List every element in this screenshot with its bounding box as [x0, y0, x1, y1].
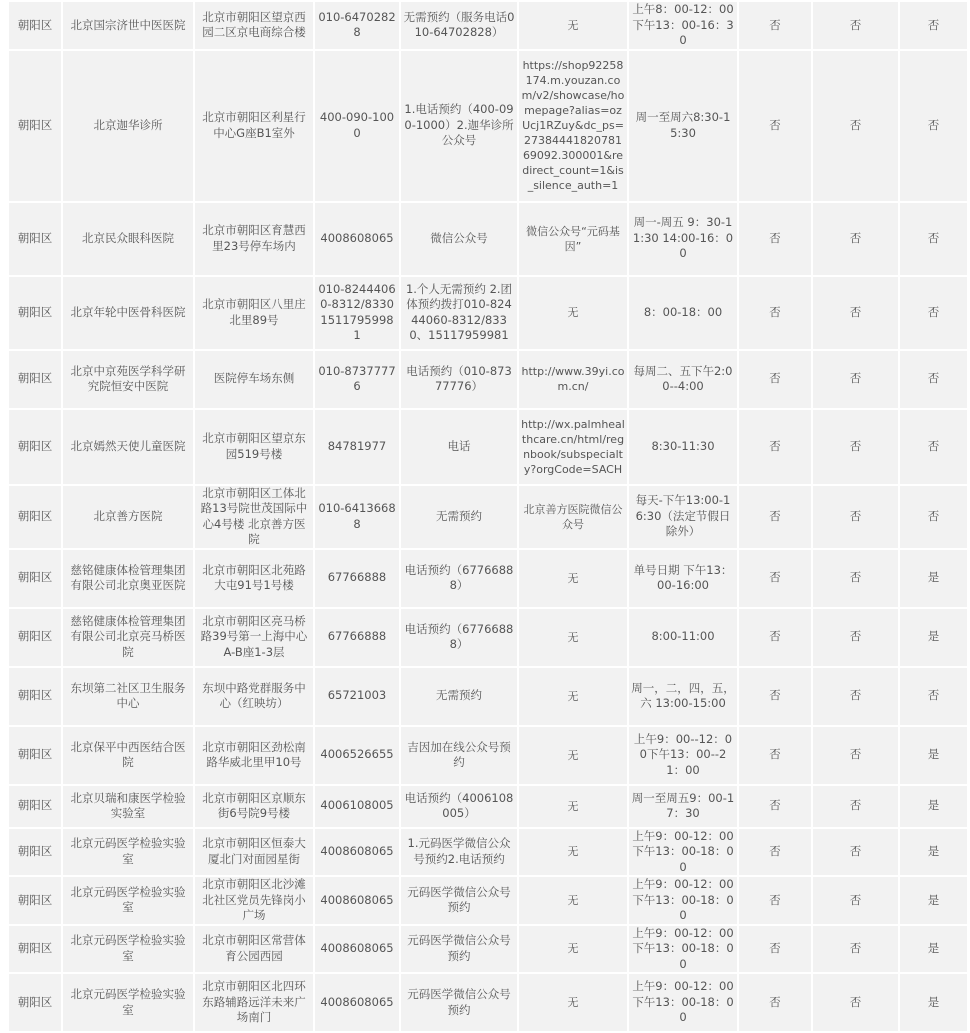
phone-cell: 4006108005 [315, 786, 399, 827]
flag-cell-1: 否 [739, 51, 811, 201]
address-cell: 东坝中路党群服务中心（红映坊） [195, 668, 313, 725]
service-hours-cell: 上午9：00--12：00下午13：00--21：00 [629, 727, 737, 784]
table-row [9, 351, 967, 408]
flag-cell-2: 否 [813, 2, 898, 49]
online-booking-cell: 无 [519, 277, 627, 349]
table-row [9, 51, 967, 201]
address-cell: 北京市朝阳区工体北路13号院世茂国际中心4号楼 北京善方医院 [195, 486, 313, 548]
service-hours-cell: 每周二、五下午2:00--4:00 [629, 351, 737, 408]
online-booking-cell: 无 [519, 877, 627, 924]
service-hours-cell: 8:00-11:00 [629, 609, 737, 666]
phone-cell: 4008608065 [315, 877, 399, 924]
flag-cell-1: 否 [739, 277, 811, 349]
address-cell: 医院停车场东侧 [195, 351, 313, 408]
flag-cell-1: 否 [739, 351, 811, 408]
booking-method-cell: 电话预约（010-87377776） [401, 351, 517, 408]
site-name-cell: 北京迦华诊所 [63, 51, 193, 201]
site-name-cell: 慈铭健康体检管理集团有限公司北京奥亚医院 [63, 550, 193, 607]
flag-cell-1: 否 [739, 203, 811, 275]
flag-cell-3: 是 [900, 926, 967, 973]
flag-cell-2: 否 [813, 786, 898, 827]
flag-cell-2: 否 [813, 486, 898, 548]
flag-cell-1: 否 [739, 410, 811, 484]
phone-cell: 4008608065 [315, 203, 399, 275]
site-name-cell: 北京年轮中医骨科医院 [63, 277, 193, 349]
flag-cell-3: 否 [900, 277, 967, 349]
flag-cell-2: 否 [813, 410, 898, 484]
flag-cell-1: 否 [739, 2, 811, 49]
flag-cell-2: 否 [813, 727, 898, 784]
phone-cell: 67766888 [315, 609, 399, 666]
flag-cell-3: 否 [900, 410, 967, 484]
service-hours-cell: 上午9：00-12：00下午13：00-18：00 [629, 829, 737, 876]
online-booking-cell: 无 [519, 550, 627, 607]
address-cell: 北京市朝阳区北苑路大屯91号1号楼 [195, 550, 313, 607]
table-row [9, 727, 967, 784]
testing-sites-table [7, 0, 969, 1033]
flag-cell-3: 否 [900, 351, 967, 408]
address-cell: 北京市朝阳区京顺东街6号院9号楼 [195, 786, 313, 827]
flag-cell-3: 是 [900, 829, 967, 876]
phone-cell: 4008608065 [315, 829, 399, 876]
online-booking-cell: 无 [519, 609, 627, 666]
service-hours-cell: 单号日期 下午13：00-16:00 [629, 550, 737, 607]
table-row [9, 829, 967, 876]
phone-cell: 010-82444060-8312/8330 15117959981 [315, 277, 399, 349]
phone-cell: 010-87377776 [315, 351, 399, 408]
flag-cell-3: 是 [900, 974, 967, 1031]
online-booking-cell: 无 [519, 668, 627, 725]
booking-method-cell: 电话 [401, 410, 517, 484]
flag-cell-2: 否 [813, 51, 898, 201]
address-cell: 北京市朝阳区劲松南路华威北里甲10号 [195, 727, 313, 784]
service-hours-cell: 8:30-11:30 [629, 410, 737, 484]
online-booking-cell: 无 [519, 829, 627, 876]
district-cell: 朝阳区 [9, 410, 61, 484]
online-booking-cell: http://wx.palmhealthcare.cn/html/regnbook/subspecialty?orgCode=SACH [519, 410, 627, 484]
flag-cell-3: 是 [900, 877, 967, 924]
address-cell: 北京市朝阳区恒泰大厦北门对面园星街 [195, 829, 313, 876]
site-name-cell: 北京民众眼科医院 [63, 203, 193, 275]
service-hours-cell: 周一至周六8:30-15:30 [629, 51, 737, 201]
service-hours-cell: 上午9：00-12：00下午13：00-18：00 [629, 974, 737, 1031]
table-row [9, 203, 967, 275]
address-cell: 北京市朝阳区北四环东路辅路远洋未来广场南门 [195, 974, 313, 1031]
site-name-cell: 北京元码医学检验实验室 [63, 877, 193, 924]
phone-cell: 010-64702828 [315, 2, 399, 49]
district-cell: 朝阳区 [9, 609, 61, 666]
online-booking-cell: 微信公众号“元码基因” [519, 203, 627, 275]
flag-cell-1: 否 [739, 829, 811, 876]
service-hours-cell: 周一-周五 9：30-11:30 14:00-16：00 [629, 203, 737, 275]
table-row [9, 486, 967, 548]
table-row [9, 550, 967, 607]
booking-method-cell: 无需预约（服务电话010-64702828） [401, 2, 517, 49]
flag-cell-2: 否 [813, 877, 898, 924]
booking-method-cell: 微信公众号 [401, 203, 517, 275]
district-cell: 朝阳区 [9, 351, 61, 408]
address-cell: 北京市朝阳区利星行中心G座B1室外 [195, 51, 313, 201]
site-name-cell: 北京元码医学检验实验室 [63, 974, 193, 1031]
flag-cell-3: 否 [900, 486, 967, 548]
district-cell: 朝阳区 [9, 727, 61, 784]
online-booking-cell: 北京善方医院微信公众号 [519, 486, 627, 548]
site-name-cell: 北京嫣然天使儿童医院 [63, 410, 193, 484]
site-name-cell: 慈铭健康体检管理集团有限公司北京亮马桥医院 [63, 609, 193, 666]
table-row [9, 926, 967, 973]
service-hours-cell: 上午9：00-12：00下午13：00-18：00 [629, 877, 737, 924]
online-booking-cell: 无 [519, 727, 627, 784]
district-cell: 朝阳区 [9, 786, 61, 827]
table-row [9, 668, 967, 725]
booking-method-cell: 1.元码医学微信公众号预约2.电话预约 [401, 829, 517, 876]
flag-cell-1: 否 [739, 926, 811, 973]
flag-cell-1: 否 [739, 668, 811, 725]
address-cell: 北京市朝阳区北沙滩北社区党员先锋岗小广场 [195, 877, 313, 924]
online-booking-cell: 无 [519, 2, 627, 49]
district-cell: 朝阳区 [9, 668, 61, 725]
district-cell: 朝阳区 [9, 203, 61, 275]
site-name-cell: 北京中京苑医学科学研究院恒安中医院 [63, 351, 193, 408]
district-cell: 朝阳区 [9, 829, 61, 876]
phone-cell: 010-64136688 [315, 486, 399, 548]
address-cell: 北京市朝阳区望京西园二区京电商综合楼 [195, 2, 313, 49]
address-cell: 北京市朝阳区亮马桥路39号第一上海中心A-B座1-3层 [195, 609, 313, 666]
table-row [9, 786, 967, 827]
flag-cell-2: 否 [813, 829, 898, 876]
table-row [9, 2, 967, 49]
phone-cell: 84781977 [315, 410, 399, 484]
district-cell: 朝阳区 [9, 2, 61, 49]
service-hours-cell: 上午8：00-12：00下午13：00-16：30 [629, 2, 737, 49]
site-name-cell: 北京善方医院 [63, 486, 193, 548]
site-name-cell: 北京国宗济世中医医院 [63, 2, 193, 49]
flag-cell-2: 否 [813, 926, 898, 973]
online-booking-cell: 无 [519, 926, 627, 973]
flag-cell-3: 是 [900, 786, 967, 827]
service-hours-cell: 周一至周五9：00-17：30 [629, 786, 737, 827]
flag-cell-3: 否 [900, 668, 967, 725]
district-cell: 朝阳区 [9, 486, 61, 548]
district-cell: 朝阳区 [9, 877, 61, 924]
flag-cell-2: 否 [813, 203, 898, 275]
district-cell: 朝阳区 [9, 51, 61, 201]
district-cell: 朝阳区 [9, 974, 61, 1031]
district-cell: 朝阳区 [9, 926, 61, 973]
booking-method-cell: 元码医学微信公众号预约 [401, 877, 517, 924]
booking-method-cell: 无需预约 [401, 668, 517, 725]
online-booking-cell: 无 [519, 786, 627, 827]
flag-cell-2: 否 [813, 668, 898, 725]
booking-method-cell: 吉因加在线公众号预约 [401, 727, 517, 784]
flag-cell-2: 否 [813, 277, 898, 349]
flag-cell-1: 否 [739, 727, 811, 784]
flag-cell-3: 否 [900, 51, 967, 201]
phone-cell: 4008608065 [315, 974, 399, 1031]
flag-cell-3: 是 [900, 550, 967, 607]
address-cell: 北京市朝阳区望京东园519号楼 [195, 410, 313, 484]
district-cell: 朝阳区 [9, 277, 61, 349]
booking-method-cell: 电话预约（67766888） [401, 609, 517, 666]
online-booking-cell: http://www.39yi.com.cn/ [519, 351, 627, 408]
flag-cell-1: 否 [739, 877, 811, 924]
table-row [9, 410, 967, 484]
online-booking-cell: 无 [519, 974, 627, 1031]
phone-cell: 4006526655 [315, 727, 399, 784]
flag-cell-2: 否 [813, 351, 898, 408]
booking-method-cell: 无需预约 [401, 486, 517, 548]
flag-cell-1: 否 [739, 974, 811, 1031]
address-cell: 北京市朝阳区育慧西里23号停车场内 [195, 203, 313, 275]
site-name-cell: 东坝第二社区卫生服务中心 [63, 668, 193, 725]
booking-method-cell: 电话预约（67766888） [401, 550, 517, 607]
flag-cell-2: 否 [813, 974, 898, 1031]
booking-method-cell: 1.电话预约（400-090-1000）2.迦华诊所公众号 [401, 51, 517, 201]
phone-cell: 4008608065 [315, 926, 399, 973]
booking-method-cell: 元码医学微信公众号预约 [401, 974, 517, 1031]
flag-cell-3: 否 [900, 203, 967, 275]
service-hours-cell: 周一，二，四，五，六 13:00-15:00 [629, 668, 737, 725]
flag-cell-3: 是 [900, 727, 967, 784]
service-hours-cell: 每天-下午13:00-16:30（法定节假日除外） [629, 486, 737, 548]
site-name-cell: 北京贝瑞和康医学检验实验室 [63, 786, 193, 827]
table-row [9, 609, 967, 666]
service-hours-cell: 8：00-18：00 [629, 277, 737, 349]
table-row [9, 877, 967, 924]
phone-cell: 400-090-1000 [315, 51, 399, 201]
flag-cell-3: 是 [900, 609, 967, 666]
online-booking-cell: https://shop92258174.m.youzan.com/v2/showcase/homepage?alias=ozUcj1RZuy&dc_ps=2738444182078169092.300001&redirect_count=1&is_silence_auth=1 [519, 51, 627, 201]
site-name-cell: 北京保平中西医结合医院 [63, 727, 193, 784]
service-hours-cell: 上午9：00-12：00下午13：00-18：00 [629, 926, 737, 973]
address-cell: 北京市朝阳区八里庄北里89号 [195, 277, 313, 349]
flag-cell-2: 否 [813, 550, 898, 607]
flag-cell-1: 否 [739, 786, 811, 827]
district-cell: 朝阳区 [9, 550, 61, 607]
site-name-cell: 北京元码医学检验实验室 [63, 829, 193, 876]
flag-cell-1: 否 [739, 486, 811, 548]
phone-cell: 67766888 [315, 550, 399, 607]
flag-cell-1: 否 [739, 609, 811, 666]
booking-method-cell: 电话预约（4006108005） [401, 786, 517, 827]
table-body [9, 2, 967, 1031]
flag-cell-3: 否 [900, 2, 967, 49]
flag-cell-1: 否 [739, 550, 811, 607]
flag-cell-2: 否 [813, 609, 898, 666]
table-row [9, 974, 967, 1031]
site-name-cell: 北京元码医学检验实验室 [63, 926, 193, 973]
phone-cell: 65721003 [315, 668, 399, 725]
booking-method-cell: 元码医学微信公众号预约 [401, 926, 517, 973]
table-row [9, 277, 967, 349]
booking-method-cell: 1.个人无需预约 2.团体预约拨打010-82444060-8312/8330、15117959981 [401, 277, 517, 349]
address-cell: 北京市朝阳区常营体育公园西园 [195, 926, 313, 973]
